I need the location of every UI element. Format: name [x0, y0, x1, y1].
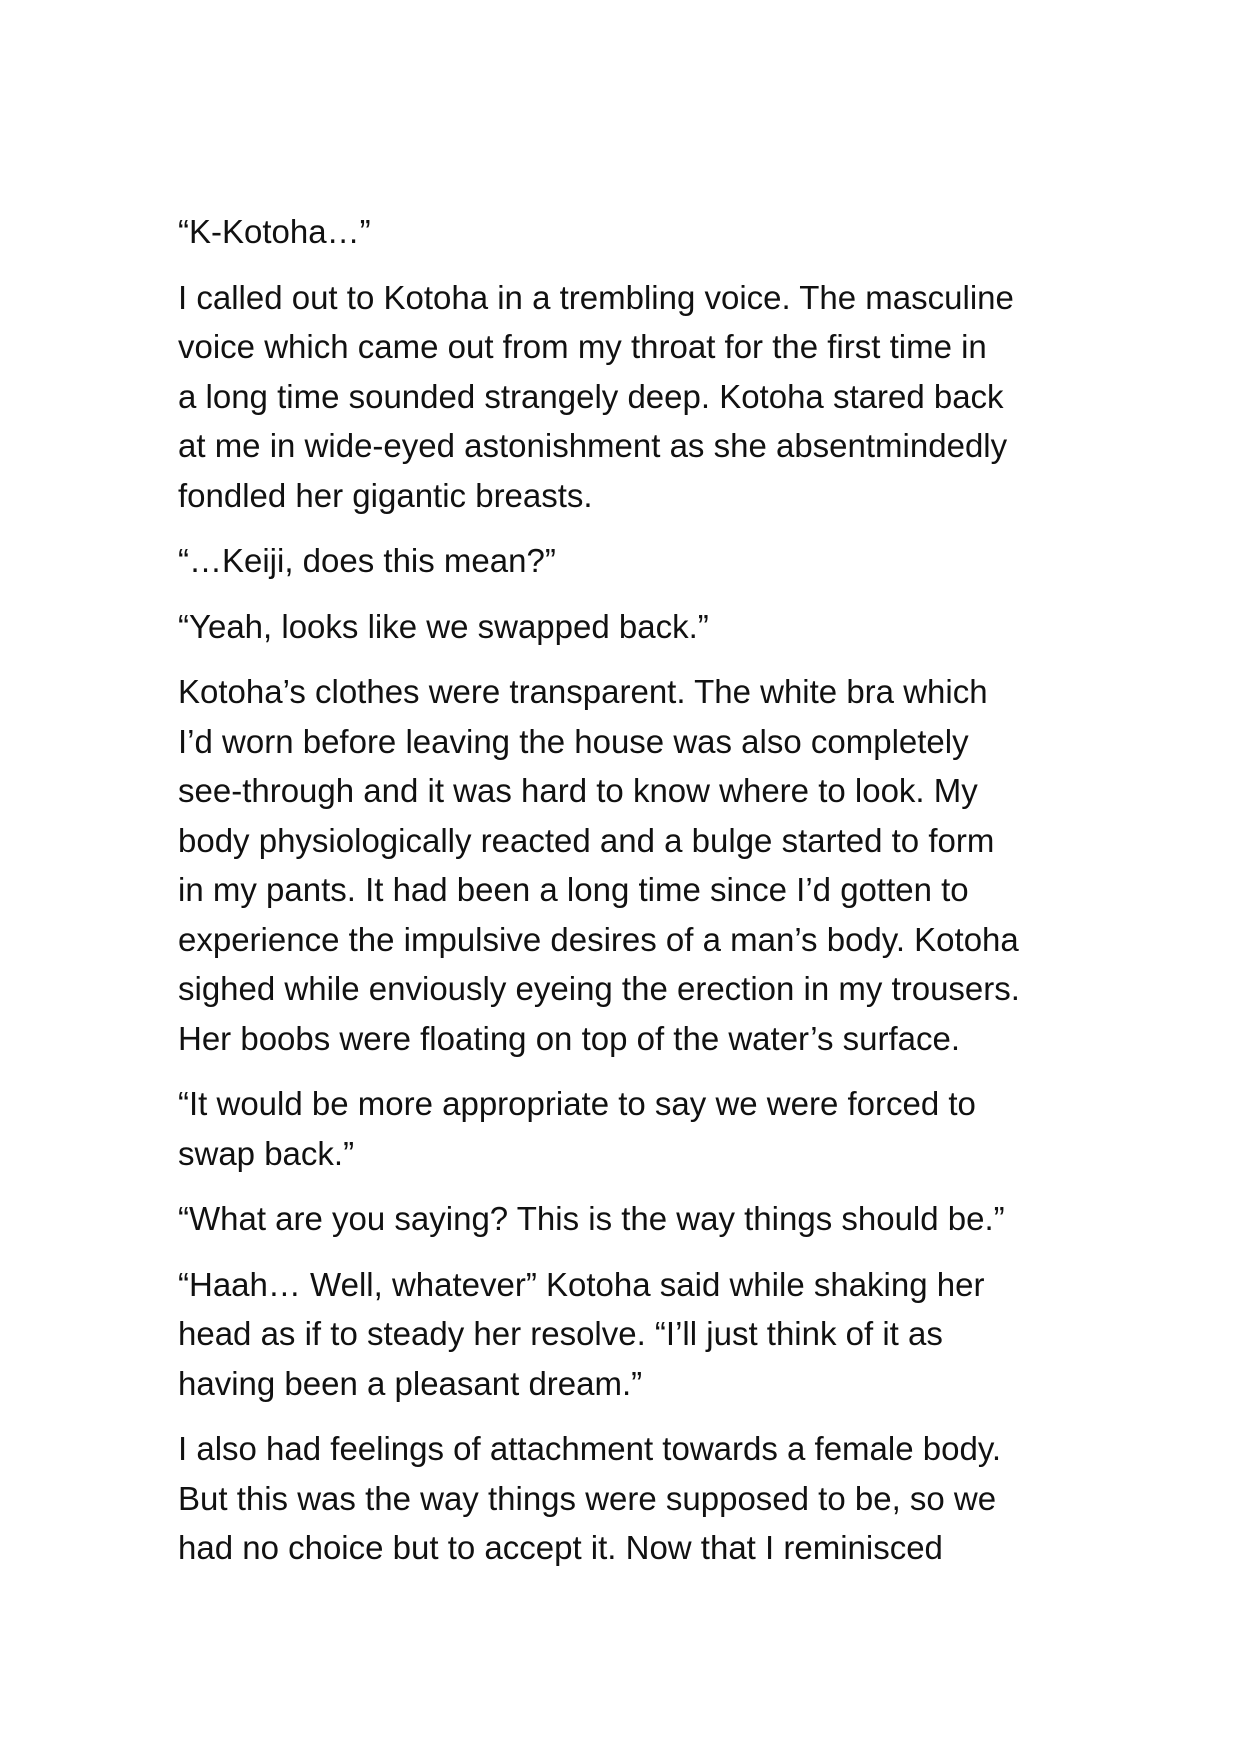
text-line: “K-Kotoha…”	[178, 213, 371, 250]
text-line: “It would be more appropriate to say we were forced to	[178, 1085, 976, 1122]
paragraph-6	[178, 1079, 1078, 1178]
text-line: see-through and it was hard to know where to look. My	[178, 772, 978, 809]
paragraph-1	[178, 207, 1078, 257]
text-line: a long time sounded strangely deep. Kotoha stared back	[178, 377, 1004, 415]
document-body	[178, 207, 1078, 1589]
paragraph-5	[178, 667, 1078, 1063]
paragraph-8	[178, 1260, 1078, 1409]
text-line: swap back.”	[178, 1134, 355, 1172]
text-line: “What are you saying? This is the way things should be.”	[178, 1200, 1005, 1237]
paragraph-3	[178, 536, 1078, 586]
text-line: I called out to Kotoha in a trembling voice. The masculine	[178, 278, 1014, 316]
text-line: “Haah… Well, whatever” Kotoha said while shaking her	[178, 1265, 985, 1303]
paragraph-4	[178, 602, 1078, 652]
text-line: in my pants. It had been a long time since I’d gotten to	[178, 871, 969, 908]
text-line: voice which came out from my throat for the first time in	[178, 328, 987, 365]
paragraph-9	[178, 1424, 1078, 1573]
text-line: But this was the way things were supposed to be, so we	[178, 1479, 997, 1517]
paragraph-2	[178, 273, 1078, 521]
text-line: at me in wide-eyed astonishment as she absentmindedly	[178, 427, 1008, 464]
text-line: fondled her gigantic breasts.	[178, 476, 593, 514]
text-line: body physiologically reacted and a bulge started to form	[178, 821, 995, 859]
text-line: I also had feelings of attachment towards a female body.	[178, 1430, 1002, 1467]
text-line: Kotoha’s clothes were transparent. The white bra which	[178, 673, 988, 710]
text-line: experience the impulsive desires of a man’s body. Kotoha	[178, 920, 1019, 958]
text-line: having been a pleasant dream.”	[178, 1364, 643, 1402]
text-line: I’d worn before leaving the house was also completely	[178, 722, 969, 760]
text-line: Her boobs were floating on top of the water’s surface.	[178, 1019, 961, 1057]
text-line: head as if to steady her resolve. “I’ll just think of it as	[178, 1315, 943, 1352]
text-line: “Yeah, looks like we swapped back.”	[178, 607, 709, 645]
paragraph-7	[178, 1194, 1078, 1244]
text-line: had no choice but to accept it. Now that I reminisced	[178, 1529, 943, 1566]
text-line: sighed while enviously eyeing the erection in my trousers.	[178, 970, 1020, 1007]
text-line: “…Keiji, does this mean?”	[178, 542, 556, 579]
